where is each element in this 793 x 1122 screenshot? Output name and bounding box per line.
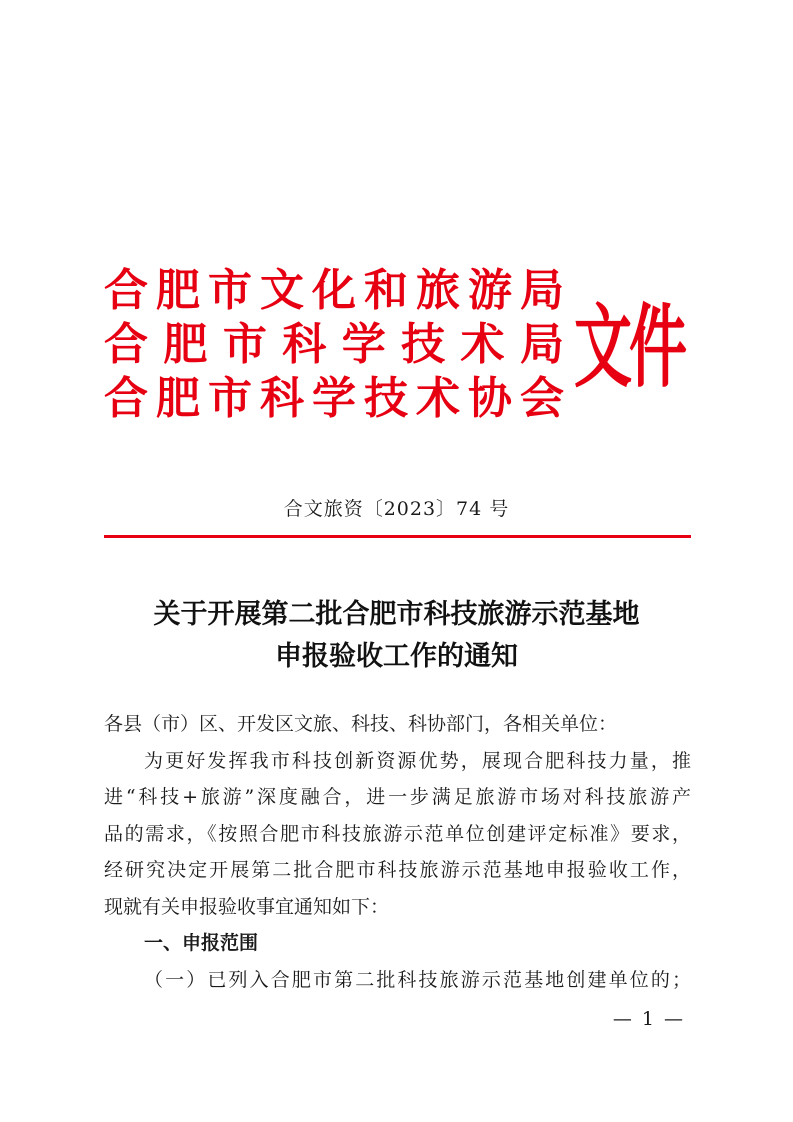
title-line-1: 关于开展第二批合肥市科技旅游示范基地 [153, 599, 640, 630]
list-item: （一）已列入合肥市第二批科技旅游示范基地创建单位的； [144, 968, 691, 991]
document-number: 合文旅资〔2023〕74 号 [283, 498, 510, 520]
paragraph-line: 品的需求，《按照合肥市科技旅游示范单位创建评定标准》要求， [104, 822, 691, 845]
document-type-label: 文件 [574, 294, 685, 400]
title-line-2: 申报验收工作的通知 [275, 641, 518, 672]
paragraph-line: 进“科技+旅游”深度融合，进一步满足旅游市场对科技旅游产 [104, 786, 691, 808]
notice-body [104, 706, 691, 998]
paragraph-line: 经研究决定开展第二批合肥市科技旅游示范基地申报验收工作， [104, 859, 691, 881]
paragraph-line: 为更好发挥我市科技创新资源优势，展现合肥科技力量，推 [144, 749, 691, 772]
issuer-line-science-association: 合 肥 市 科 学 技 术 协 会 [104, 373, 564, 424]
section-heading: 一、申报范围 [144, 932, 259, 954]
salutation: 各县（市）区、开发区文旅、科技、科协部门，各相关单位： [104, 713, 618, 735]
issuer-line-culture-tourism: 合 肥 市 文 化 和 旅 游 局 [104, 265, 564, 316]
red-divider-line [104, 535, 691, 538]
page-number: — 1 — [612, 1008, 685, 1030]
paragraph-line: 现就有关申报验收事宜通知如下： [104, 895, 390, 918]
notice-title [0, 594, 793, 678]
issuer-line-science-technology: 合 肥 市 科 学 技 术 局 [104, 319, 564, 370]
issuer-block [104, 264, 564, 426]
